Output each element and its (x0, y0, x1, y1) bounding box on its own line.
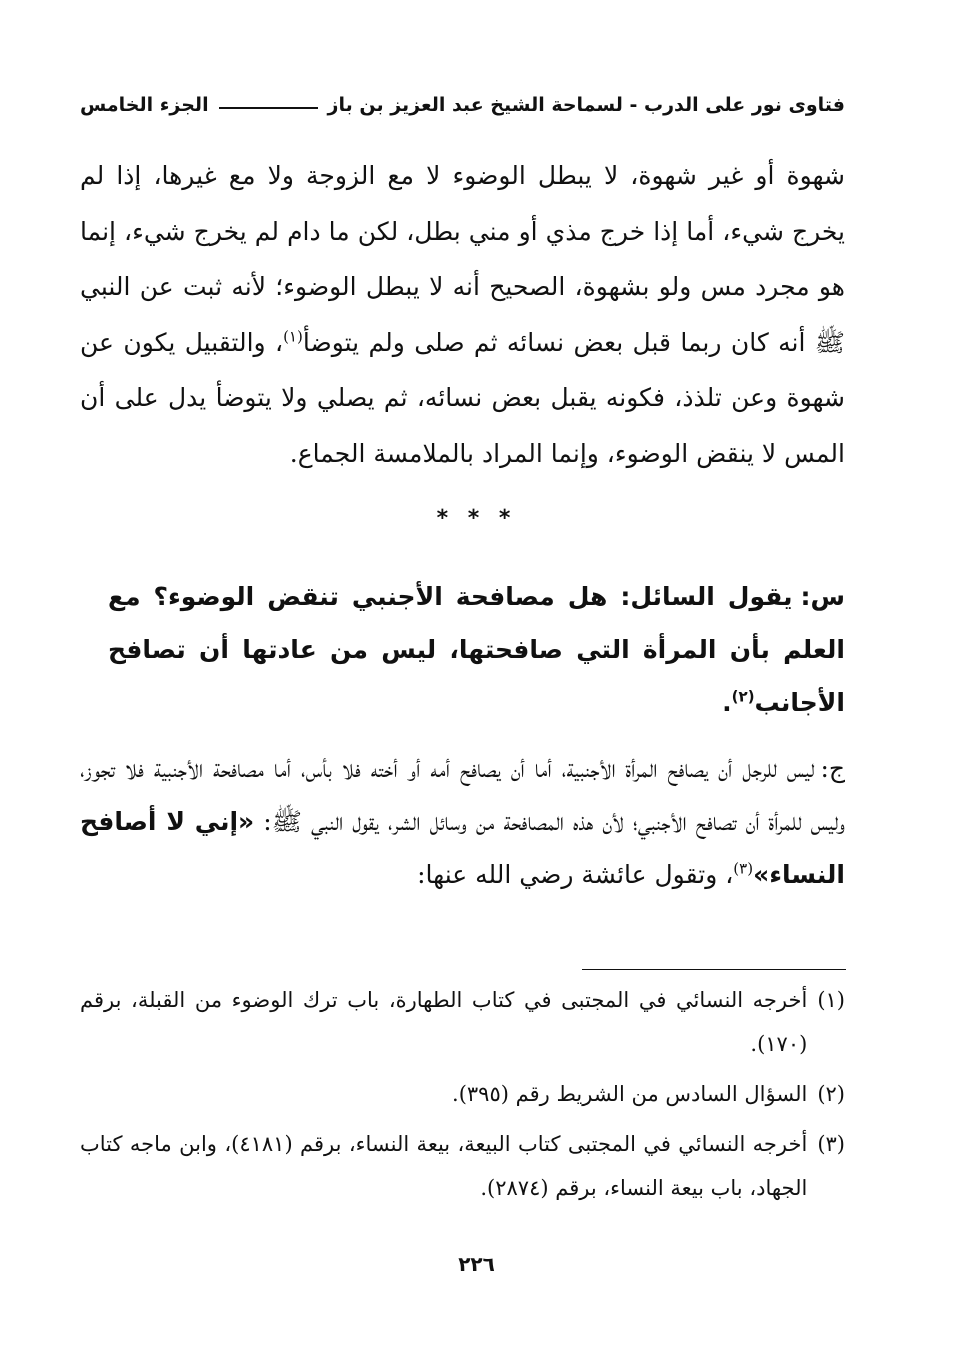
paragraph-continuation (80, 148, 845, 481)
answer-prefix: ج: (820, 754, 845, 783)
footnote-separator (582, 969, 846, 970)
question-end: . (722, 688, 732, 717)
page-number: ٢٢٦ (458, 1252, 495, 1276)
question-block (108, 570, 845, 729)
footnote-ref-3: (٣) (733, 859, 754, 878)
footnote-item (80, 1122, 845, 1210)
footnote-item (80, 1072, 845, 1116)
hadith-quote: «إني لا أصافح النساء» (80, 807, 845, 889)
answer-text-a: ليس للرجل أن يصافح المرأة الأجنبية، أما أن يصافح أمه أو أخته فلا بأس، أما مصافحة الأجنبية فلا تجوز، وليس للمرأة أن تصافح الأجنبي؛ لأن هذه المصافحة من وسائل الشر، يقول النبي ﷺ: (80, 754, 846, 836)
footnote-text: أخرجه النسائي في المجتبى في كتاب الطهارة، باب ترك الوضوء من القبلة، برقم (١٧٠). (80, 988, 808, 1056)
section-separator: * * * (436, 506, 517, 531)
running-header (80, 88, 845, 122)
paragraph-text-b: ، والتقبيل يكون عن شهوة وعن تلذذ، فكونه يقبل بعض نسائه، ثم يصلي ولا يتوضأ يدل على أن المس لا ينقض الوضوء، وإنما المراد بالملامسة الجماع. (80, 327, 845, 468)
footnote-ref-2: (٢) (731, 687, 755, 706)
answer-text-b: ، وتقول عائشة رضي الله عنها: (417, 860, 734, 889)
header-rule (219, 107, 318, 109)
footnote-text: أخرجه النسائي في المجتبى كتاب البيعة، بيعة النساء، برقم (٤١٨١)، وابن ماجه كتاب الجهاد، باب بيعة النساء، برقم (٢٨٧٤). (80, 1132, 808, 1200)
question-text: يقول السائل: هل مصافحة الأجنبي تنقض الوضوء؟ مع العلم بأن المرأة التي صافحتها، ليس من عادتها أن تصافح الأجانب (108, 582, 845, 717)
footnote-item (80, 978, 845, 1066)
footnote-number: (٢) (817, 1082, 845, 1106)
book-title: فتاوى نور على الدرب - لسماحة الشيخ عبد العزيز بن باز (327, 94, 845, 116)
volume-label: الجزء الخامس (80, 94, 209, 116)
footnote-ref-1: (١) (283, 327, 303, 346)
footnotes (80, 978, 845, 1216)
footnote-number: (١) (817, 988, 845, 1012)
answer-block (80, 742, 845, 901)
paragraph-text-a: شهوة أو غير شهوة، لا يبطل الوضوء لا مع الزوجة ولا مع غيرها، إذا لم يخرج شيء، أما إذا خرج مذي أو مني بطل، لكن ما دام لم يخرج شيء، إنما هو مجرد مس ولو بشهوة، الصحيح أنه لا يبطل الوضوء؛ لأنه ثبت عن النبي ﷺ أنه كان ربما قبل بعض نسائه ثم صلى ولم يتوضأ (80, 161, 846, 357)
footnote-text: السؤال السادس من الشريط رقم (٣٩٥). (452, 1082, 808, 1106)
footnote-number: (٣) (817, 1132, 845, 1156)
question-prefix: س: (800, 582, 845, 611)
